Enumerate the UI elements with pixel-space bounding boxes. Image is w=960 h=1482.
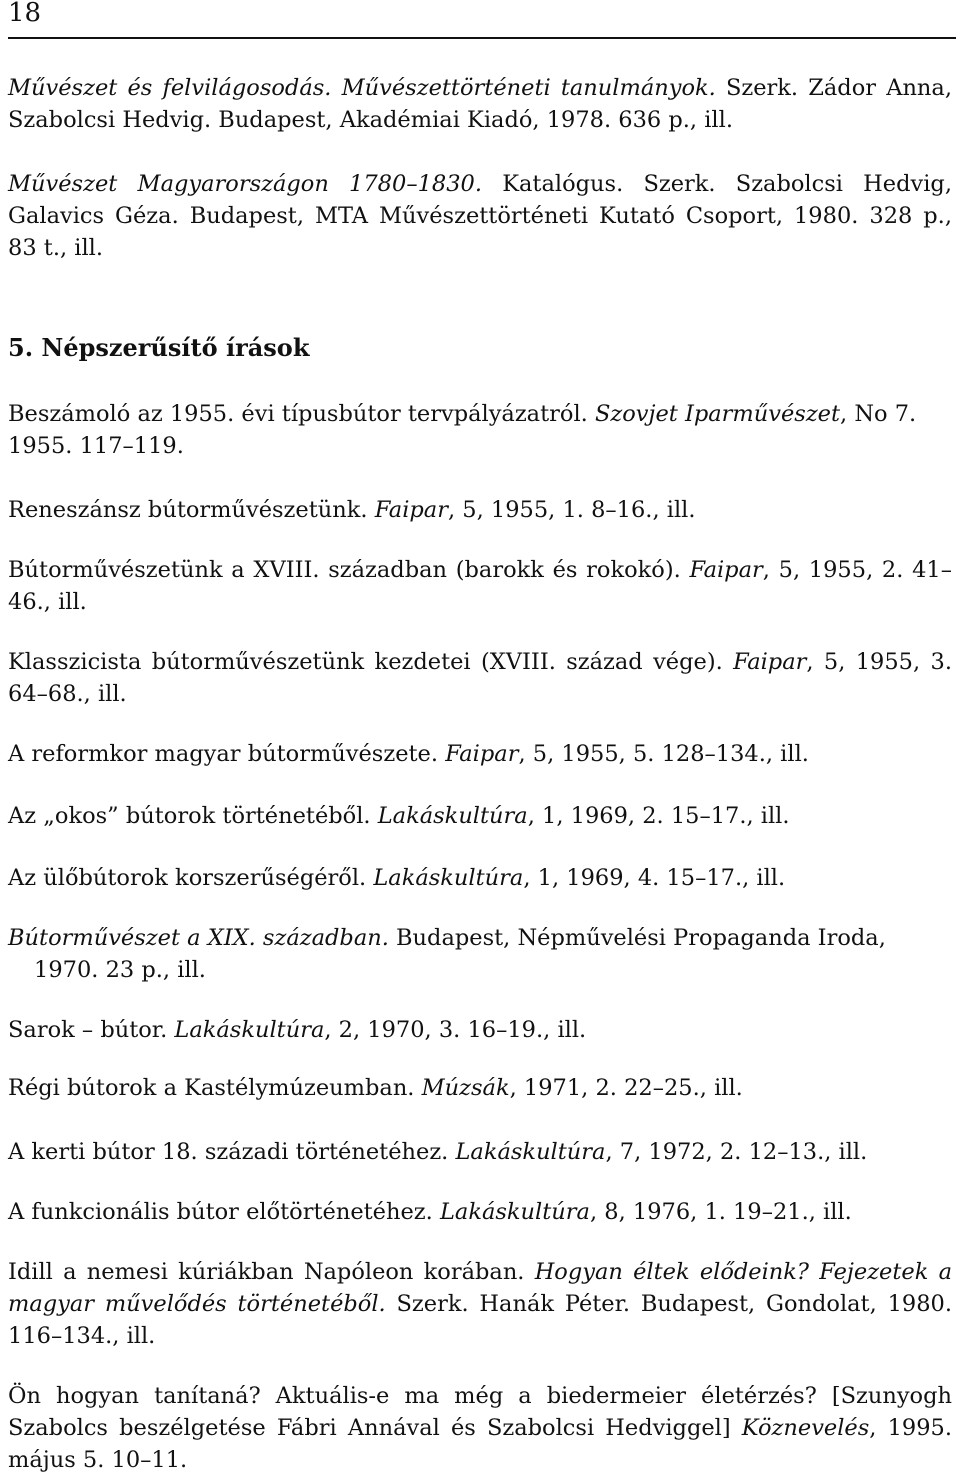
entry-title: A reformkor magyar bútorművészete.: [8, 741, 446, 767]
bib-entry-16: [8, 1380, 952, 1476]
bib-entry-8: [8, 800, 952, 832]
bib-entry-3: [8, 398, 952, 462]
entry-details: , 5, 1955, 5. 128–134., ill.: [518, 741, 809, 767]
journal-name: Faipar: [374, 497, 448, 523]
bib-entry-2: [8, 168, 952, 264]
page-number: 18: [8, 0, 42, 28]
journal-name: Lakáskultúra: [377, 803, 528, 829]
journal-name: Múzsák: [421, 1075, 510, 1101]
entry-title: A kerti bútor 18. századi történetéhez.: [8, 1139, 456, 1165]
entry-details: , 2, 1970, 3. 16–19., ill.: [324, 1017, 587, 1043]
bib-entry-6: [8, 646, 952, 710]
journal-name: Lakáskultúra: [174, 1017, 325, 1043]
entry-title: Reneszánsz bútorművészetünk.: [8, 497, 375, 523]
bib-entry-4: [8, 494, 952, 526]
journal-name: Lakáskultúra: [373, 865, 524, 891]
entry-details: , 1995. május 5. 10–11.: [8, 1415, 952, 1473]
entry-details: Budapest, Népművelési Propaganda Iroda, 1970. 23 p., ill.: [34, 925, 886, 983]
journal-name: Faipar: [445, 741, 519, 767]
journal-name: Faipar: [689, 557, 763, 583]
journal-name: Faipar: [733, 649, 807, 675]
entry-details: , 5, 1955, 3. 64–68., ill.: [8, 649, 952, 707]
entry-title: Művészet Magyarországon 1780–1830.: [8, 171, 482, 197]
entry-title: Sarok – bútor.: [8, 1017, 175, 1043]
entry-details: , 5, 1955, 2. 41–46., ill.: [8, 557, 952, 615]
entry-title: Bútorművészetünk a XVIII. században (barokk és rokokó).: [8, 557, 690, 583]
entry-details: Katalógus. Szerk. Szabolcsi Hedvig, Galavics Géza. Budapest, MTA Művészettörténeti Kutató Csoport, 1980. 328 p., 83 t., ill.: [8, 171, 952, 261]
journal-name: Köznevelés: [741, 1415, 870, 1441]
entry-details: Szerk. Zádor Anna, Szabolcsi Hedvig. Budapest, Akadémiai Kiadó, 1978. 636 p., ill.: [8, 75, 952, 133]
bib-entry-10: [8, 922, 952, 986]
bib-entry-1: [8, 72, 952, 136]
entry-title: Bútorművészet a XIX. században.: [8, 925, 389, 951]
journal-name: Lakáskultúra: [455, 1139, 606, 1165]
entry-title: Beszámoló az 1955. évi típusbútor tervpályázatról.: [8, 401, 595, 427]
bib-entry-11: [8, 1014, 952, 1046]
entry-title: Ön hogyan tanítaná? Aktuális-e ma még a biedermeier életérzés? [Szunyogh Szabolcs beszélgetése Fábri Annával és Szabolcsi Hedviggel]: [8, 1383, 952, 1441]
entry-title: Idill a nemesi kúriákban Napóleon korában.: [8, 1259, 535, 1285]
entry-title: A funkcionális bútor előtörténetéhez.: [8, 1199, 440, 1225]
entry-title: Művészet és felvilágosodás. Művészettörténeti tanulmányok.: [8, 75, 716, 101]
journal-name: Szovjet Iparművészet: [594, 401, 841, 427]
bib-entry-7: [8, 738, 952, 770]
journal-name: Lakáskultúra: [439, 1199, 590, 1225]
bib-entry-5: [8, 554, 952, 618]
bib-entry-12: [8, 1072, 952, 1104]
entry-details: , 1, 1969, 2. 15–17., ill.: [527, 803, 790, 829]
bib-entry-15: [8, 1256, 952, 1352]
entry-details: , 1971, 2. 22–25., ill.: [509, 1075, 743, 1101]
entry-details: , No 7. 1955. 117–119.: [8, 401, 917, 459]
entry-title: Az „okos” bútorok történetéből.: [8, 803, 378, 829]
entry-details: , 7, 1972, 2. 12–13., ill.: [605, 1139, 868, 1165]
entry-details: , 1, 1969, 4. 15–17., ill.: [523, 865, 786, 891]
entry-title: Az ülőbútorok korszerűségéről.: [8, 865, 374, 891]
entry-details: , 8, 1976, 1. 19–21., ill.: [589, 1199, 852, 1225]
header-rule: [8, 37, 956, 39]
journal-name: Hogyan éltek elődeink? Fejezetek a magyar művelődés történetéből.: [8, 1259, 952, 1317]
bib-entry-9: [8, 862, 952, 894]
bib-entry-13: [8, 1136, 952, 1168]
entry-title: Régi bútorok a Kastélymúzeumban.: [8, 1075, 422, 1101]
entry-title: Klasszicista bútorművészetünk kezdetei (XVIII. század vége).: [8, 649, 734, 675]
bib-entry-14: [8, 1196, 952, 1228]
entry-details: Szerk. Hanák Péter. Budapest, Gondolat, 1980. 116–134., ill.: [8, 1291, 952, 1349]
entry-details: , 5, 1955, 1. 8–16., ill.: [447, 497, 696, 523]
section-heading: 5. Népszerűsítő írások: [8, 333, 310, 362]
